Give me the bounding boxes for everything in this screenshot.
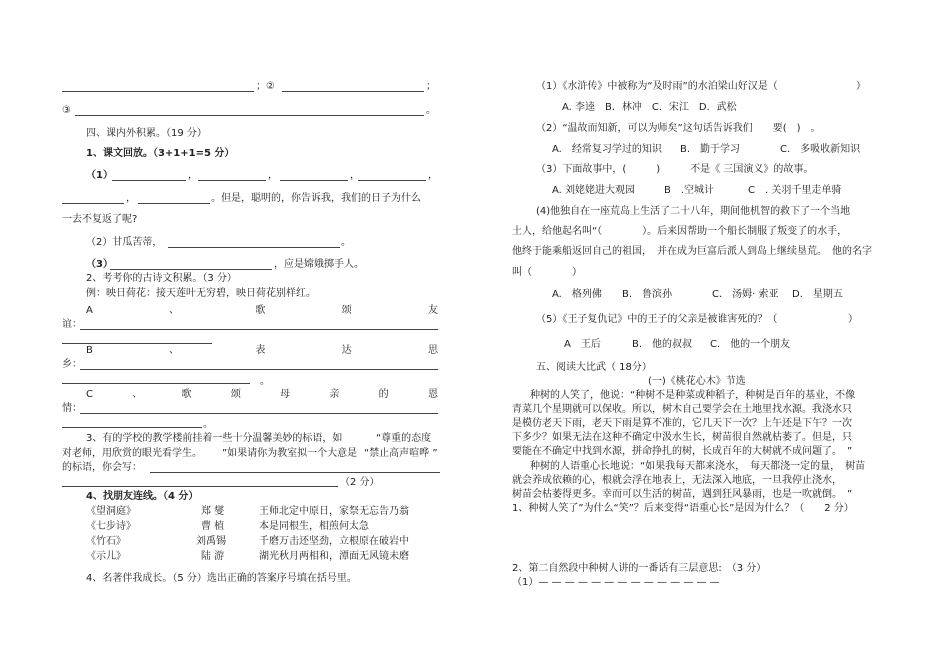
spread-char: 亲 [329,389,340,400]
answer-blank[interactable] [138,203,210,204]
question-text: 2、第二自然段中种树人讲的一番话有三层意思: （3 分） [512,563,767,574]
question-text: （2）“温故而知新，可以为师矣”这句话告诉我们 要( ) 。 [536,123,821,134]
comma: ， [350,170,360,181]
question-text: 1、种树人笑了”为什么“笑”？后来变得“语重心长”是因为什么？（ 2 分） [512,503,854,514]
question-text: 他终于能乘船返回自己的祖国， 并在成为巨富后派人到岛上继续垦荒。 他的名字 [512,246,872,257]
poem-line[interactable]: 王师北定中原日，家祭无忘告乃翁 [259,506,409,517]
spread-char: B [86,345,93,356]
comma: ， [428,170,438,181]
answer-blank[interactable] [80,413,438,414]
spread-char: 歌 [255,305,266,316]
spread-char: 、 [132,389,143,400]
answer-blank[interactable] [112,180,186,181]
spread-char: 友 [427,305,438,316]
spread-char: A [86,305,93,316]
spread-row [86,388,438,401]
poem-title[interactable]: 《竹石》 [86,536,126,547]
question-text: （3）下面故事中，( ) 不是《 三国演义》的故事。 [536,164,814,175]
spread-char: 、 [169,345,180,356]
answer-blank[interactable] [62,383,250,384]
question-text: 谊： [62,319,82,330]
score: （2 分） [340,477,380,488]
passage-line: 种树的人笑了，他说：“种树不是种菜或种稻子，种树是百年的基业，不像 [530,390,856,401]
blank-end: 。 [260,376,270,387]
question-text: （2）甘瓜苦蒂， [86,237,163,248]
poet-name[interactable]: 郑 燮 [201,506,225,517]
answer-option[interactable]: B. 勤于学习 [680,144,741,155]
spread-char: 颂 [230,389,241,400]
answer-line[interactable]: （1）— — — — — — — — — — — — — — [512,577,720,588]
answer-option[interactable]: A. 刘姥姥进大观园 [552,185,636,196]
question-title: 1、课文回放。（3+1+1=5 分） [86,148,235,159]
sub-label: （3） [86,259,113,270]
answer-blank[interactable] [280,180,348,181]
spread-char: 颂 [341,305,352,316]
spread-char: 的 [378,389,389,400]
spread-char: C [86,389,93,400]
poem-line[interactable]: 本是同根生，相煎何太急 [259,521,369,532]
answer-option[interactable]: A. 格列佛 [552,289,602,300]
answer-option[interactable]: B. 他的叔叔 [632,339,693,350]
question-text: （5）《王子复仇记》中的王子的父亲是被谁害死的？（ [536,314,778,325]
question-title: 4、名著伴我成长。（5 分）选出正确的答案序号填在括号里。 [86,573,357,584]
question-text: 的标语，你会写： [62,462,142,473]
blank-end: 。 [203,419,213,430]
question-text: 对老师，用欣赏的眼光看学生。 [62,448,202,459]
answer-blank[interactable] [62,91,254,92]
answer-blank[interactable] [80,369,438,370]
answer-blank[interactable] [75,115,424,116]
answer-option[interactable]: C. 他的一个朋友 [710,339,791,350]
passage-line: 种树的人语重心长地说：“如果我每天都来浇水， 每天都浇一定的量， 树苗 [530,461,866,472]
question-text: 叫（ ） [512,267,582,278]
passage-line: 青菜几个星期就可以保收。所以，树木自己要学会在土地里找水源。我浇水只 [512,404,852,415]
bracket-end: ） [856,81,866,92]
comma: ， [188,170,198,181]
question-title: 4、找朋友连线。（4 分） [86,491,199,502]
question-text: （1）《水浒传》中被称为“及时雨”的水泊梁山好汉是（ [536,81,778,92]
answer-options[interactable]: A. 李逵 B．林冲 C．宋江 D．武松 [562,102,737,113]
question-text: 一去不复返了呢? [62,214,138,225]
example-text: 例：映日荷花：接天莲叶无穷碧，映日荷花别样红。 [86,288,316,299]
spread-char: 歌 [181,389,192,400]
section-title: 四、课内外积累。（19 分） [86,128,207,139]
question-text: 乡： [62,359,82,370]
spread-char: 恩 [427,389,438,400]
poem-title[interactable]: 《望洞庭》 [86,506,136,517]
answer-blank[interactable] [168,247,340,248]
answer-option[interactable]: C. 汤姆· 索亚 [712,289,779,300]
spread-char: 思 [428,345,438,356]
answer-blank[interactable] [282,91,424,92]
answer-blank[interactable] [62,427,202,428]
question-text: “禁止高声喧哗 ” [364,448,438,459]
answer-option[interactable]: A. 经常复习学过的知识 [552,144,662,155]
question-text: 。但是，聪明的，你告诉我，我们的日子为什么 [211,193,421,204]
question-text: 3、有的学校的教学楼前挂着一些十分温馨美妙的标语，如 [86,433,343,444]
blank-separator: ；② [256,81,275,92]
comma: ， [126,193,136,204]
poem-title[interactable]: 《示儿》 [86,551,126,562]
poem-title[interactable]: 《七步诗》 [86,521,136,532]
blank-separator: ； [426,81,436,92]
question-text: 情： [62,403,82,414]
circle-number: ③ [62,105,71,116]
poet-name[interactable]: 曹 植 [201,521,225,532]
comma: ， [268,170,278,181]
poem-line[interactable]: 千磨万击还坚劲，立根原在破岩中 [259,536,409,547]
answer-blank[interactable] [198,180,266,181]
poet-name[interactable]: 刘禹锡 [196,536,226,547]
blank-end: 。 [341,237,351,248]
blank-end: 。 [426,105,436,116]
answer-blank[interactable] [62,486,338,487]
spread-char: 达 [341,345,352,356]
passage-line: 要能在不确定中找到水源，拼命挣扎的树，长成百年的大树就不成问题了。 ” [512,446,853,457]
question-text: ”如果请你为教室拟一个大意是 [222,448,358,459]
passage-title: (一)《桃花心木》节选 [648,376,746,387]
poet-name[interactable]: 陆 游 [201,551,225,562]
passage-line: 就会养成依赖的心，根就会浮在地表上，无法深入地底，一旦我停止浇水， [512,475,842,486]
spread-row [86,344,438,357]
passage-line: 是模仿老天下雨，老天下雨是算不准的，它几天下一次？上午还是下午？一次 [512,418,852,429]
question-text: ，应是嫦娥掷手人。 [274,259,364,270]
answer-option[interactable]: A 王后 [564,339,601,350]
answer-option[interactable]: D. 星期五 [792,289,843,300]
section-title: 五、阅读大比武（ 18分） [536,362,652,373]
spread-row [86,304,438,317]
sub-label: （1） [86,170,113,181]
spread-char: 母 [280,389,291,400]
passage-line: 树苗会枯萎得更多。幸而可以生活的树苗，遇到狂风暴雨，也是一吹就倒。 ” [512,489,853,500]
answer-blank[interactable] [150,472,440,473]
question-text: “尊重的态度 [376,433,432,444]
spread-char: 、 [169,305,180,316]
poem-line[interactable]: 湖光秋月两相和，潭面无风镜未磨 [259,551,409,562]
answer-blank[interactable] [358,180,426,181]
passage-line: 下多少？如果无法在这种不确定中汲水生长，树苗很自然就枯萎了。但是，只 [512,432,852,443]
question-text: (4)他独自在一座荒岛上生活了二十八年，期间他机智的救下了一个当地 [536,206,851,217]
answer-blank[interactable] [62,203,124,204]
spread-char: 表 [255,345,266,356]
bracket-end: ） [848,314,858,325]
answer-option[interactable]: C . 关羽千里走单骑 [748,185,842,196]
answer-blank[interactable] [80,329,438,330]
question-title: 2、考考你的古诗文积累。（3 分） [86,273,237,284]
answer-option[interactable]: B. 鲁滨孙 [622,289,673,300]
answer-option[interactable]: C. 多吸收新知识 [780,144,861,155]
question-text: 土人，给他起名叫“（ ）。后来因帮助一个船长制服了叛变了的水手， [512,226,848,237]
answer-option[interactable]: B .空城计 [664,185,715,196]
answer-blank[interactable] [110,269,272,270]
